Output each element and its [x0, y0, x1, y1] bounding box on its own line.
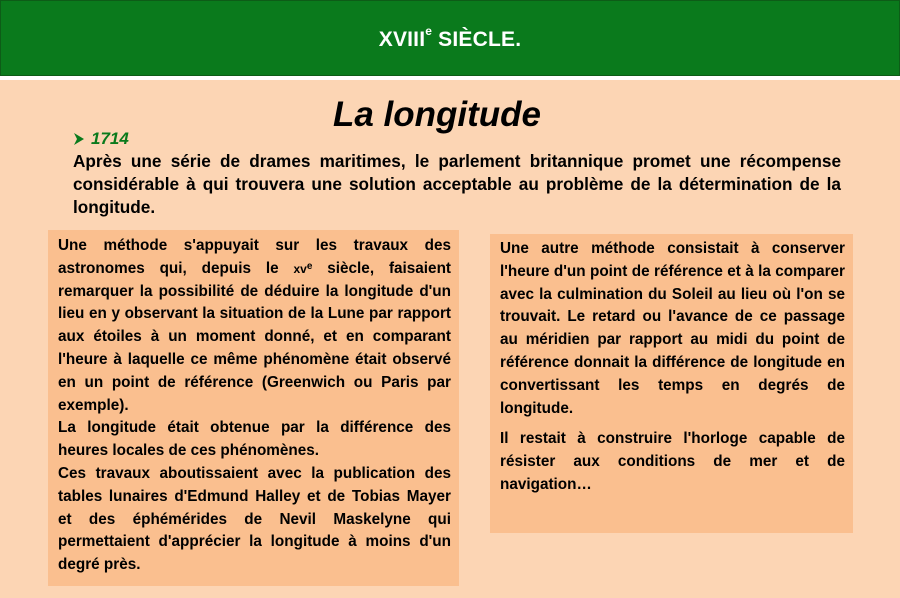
arrow-bullet-icon	[73, 132, 85, 146]
lunar-method-p1	[58, 235, 451, 417]
lunar-p1-part-b: siècle, faisaient remarquer la possibilité de déduire la longitude d'un lieu en y observant la situation de la Lune par rapport aux étoiles à un moment donné, et en comparant l'heure à laquelle ce même phénomène était observé en un point de référence (Greenwich ou Paris par exemple).	[58, 259, 452, 414]
lunar-method-p3: Ces travaux aboutissaient avec la publication des tables lunaires d'Edmund Halley et de Tobias Mayer et des éphémérides de Nevil Maskelyne qui permettaient d'apprécier la longitude à moins d'un degré près.	[58, 464, 451, 574]
header-title-sup: e	[425, 24, 433, 38]
header	[0, 0, 900, 76]
header-band	[0, 0, 900, 76]
date-label: 1714	[91, 129, 129, 148]
header-title-suffix: SIÈCLE.	[432, 28, 522, 51]
date-line	[73, 129, 129, 149]
intro-paragraph: Après une série de drames maritimes, le parlement britannique promet une récompense considérable à qui trouvera une solution acceptable au problème de la détermination de la longitude.	[73, 151, 841, 217]
clock-method-p2: Il restait à construire l'horloge capable de résister aux conditions de mer et de navigation…	[500, 430, 845, 493]
header-title	[1, 24, 899, 52]
clock-method-box	[490, 234, 853, 533]
lunar-method-box	[48, 230, 459, 586]
lunar-p1-century: xv	[293, 261, 307, 276]
clock-method-p1: Une autre méthode consistait à conserver l'heure d'un point de référence et à la comparer avec la culmination du Soleil au lieu où l'on se trouvait. Le retard ou l'avance de ce passage au méridien par rapport au midi du point de référence donnait la différence de longitude en convertissant les temps en degrés de longitude.	[500, 240, 845, 417]
header-title-prefix: XVIII	[378, 28, 426, 51]
lunar-p1-sup: e	[306, 260, 313, 272]
page-title: La longitude	[332, 95, 542, 134]
lunar-method-p2: La longitude était obtenue par la différence des heures locales de ces phénomènes.	[58, 419, 451, 460]
lunar-p1-part-a: Une méthode s'appuyait sur les travaux des astronomes qui, depuis le	[58, 237, 451, 277]
